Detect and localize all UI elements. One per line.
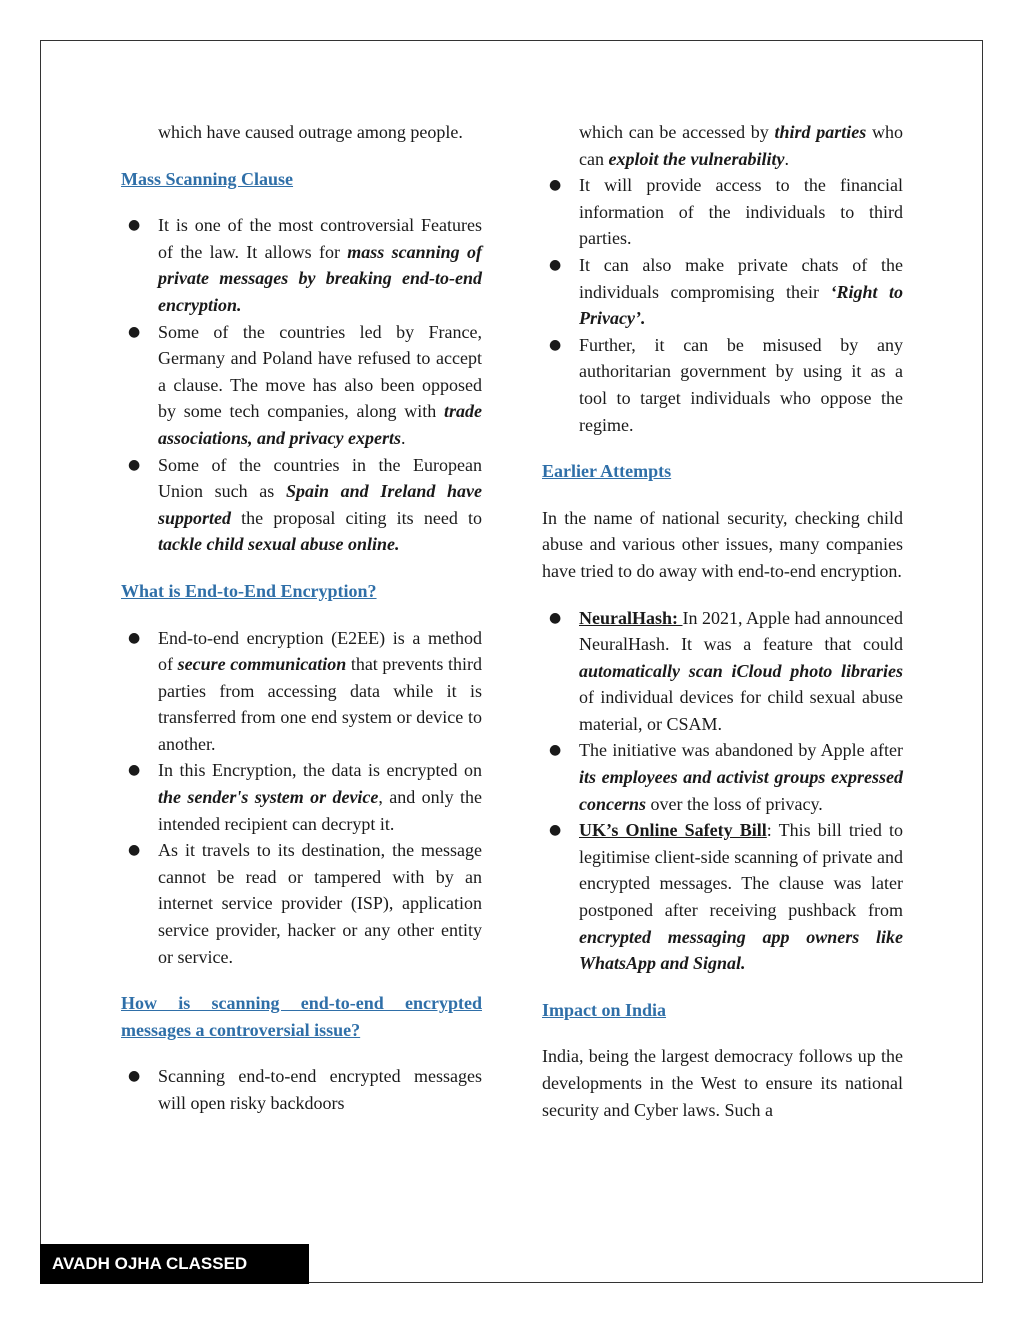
right-column [542, 119, 903, 1123]
impact-india-heading: Impact on India [542, 999, 667, 1020]
continuation-text: which can be accessed by third parties who can exploit the vulnerability. [579, 122, 904, 169]
e2ee-list [121, 625, 482, 971]
list-item: ● As it travels to its destination, the message cannot be read or tampered with by an internet service provider (ISP), application service provider, hacker or any other entity or service. [121, 837, 482, 970]
list-item: ● It can also make private chats of the individuals compromising their ‘Right to Privacy’. [542, 252, 903, 332]
risk-list [542, 172, 903, 438]
e2ee-heading: What is End-to-End Encryption? [121, 580, 377, 601]
controversy-list [121, 1063, 482, 1116]
list-item: ● UK’s Online Safety Bill: This bill tried to legitimise client-side scanning of private and encrypted messages. The clause was later postponed after receiving pushback from encrypted messaging app owners like WhatsApp and Signal. [542, 817, 903, 977]
mass-scanning-list [121, 212, 482, 558]
earlier-attempts-list [542, 605, 903, 977]
controversy-heading: How is scanning end-to-end encrypted messages a controversial issue? [121, 993, 482, 1040]
list-item: ● Some of the countries led by France, Germany and Poland have refused to accept a clause. The move has also been opposed by some tech companies, along with trade associations, and privacy experts. [121, 319, 482, 452]
list-item: ● It will provide access to the financial information of the individuals to third parties. [542, 172, 903, 252]
intro-text: which have caused outrage among people. [158, 122, 463, 142]
list-item: ● Further, it can be misused by any authoritarian government by using it as a tool to target individuals who oppose the regime. [542, 332, 903, 438]
list-item: ● Some of the countries in the European Union such as Spain and Ireland have supported the proposal citing its need to tackle child sexual abuse online. [121, 452, 482, 558]
list-item: ● It is one of the most controversial Features of the law. It allows for mass scanning of private messages by breaking end-to-end encryption. [121, 212, 482, 318]
list-item: ● NeuralHash: In 2021, Apple had announced NeuralHash. It was a feature that could automatically scan iCloud photo libraries of individual devices for child sexual abuse material, or CSAM. [542, 605, 903, 738]
impact-india-para: India, being the largest democracy follows up the developments in the West to ensure its national security and Cyber laws. Such a [542, 1046, 903, 1120]
list-item: ● Scanning end-to-end encrypted messages will open risky backdoors [121, 1063, 482, 1116]
list-item: ● End-to-end encryption (E2EE) is a method of secure communication that prevents third parties from accessing data while it is transferred from one end system or device to another. [121, 625, 482, 758]
footer-brand: AVADH OJHA CLASSED [40, 1244, 309, 1284]
left-column [121, 119, 482, 1117]
list-item: ● The initiative was abandoned by Apple after its employees and activist groups expressed concerns over the loss of privacy. [542, 737, 903, 817]
list-item: ● In this Encryption, the data is encrypted on the sender's system or device, and only the intended recipient can decrypt it. [121, 757, 482, 837]
earlier-attempts-heading: Earlier Attempts [542, 461, 672, 482]
earlier-attempts-para: In the name of national security, checking child abuse and various other issues, many companies have tried to do away with end-to-end encryption. [542, 507, 903, 581]
mass-scanning-heading: Mass Scanning Clause [121, 168, 294, 189]
